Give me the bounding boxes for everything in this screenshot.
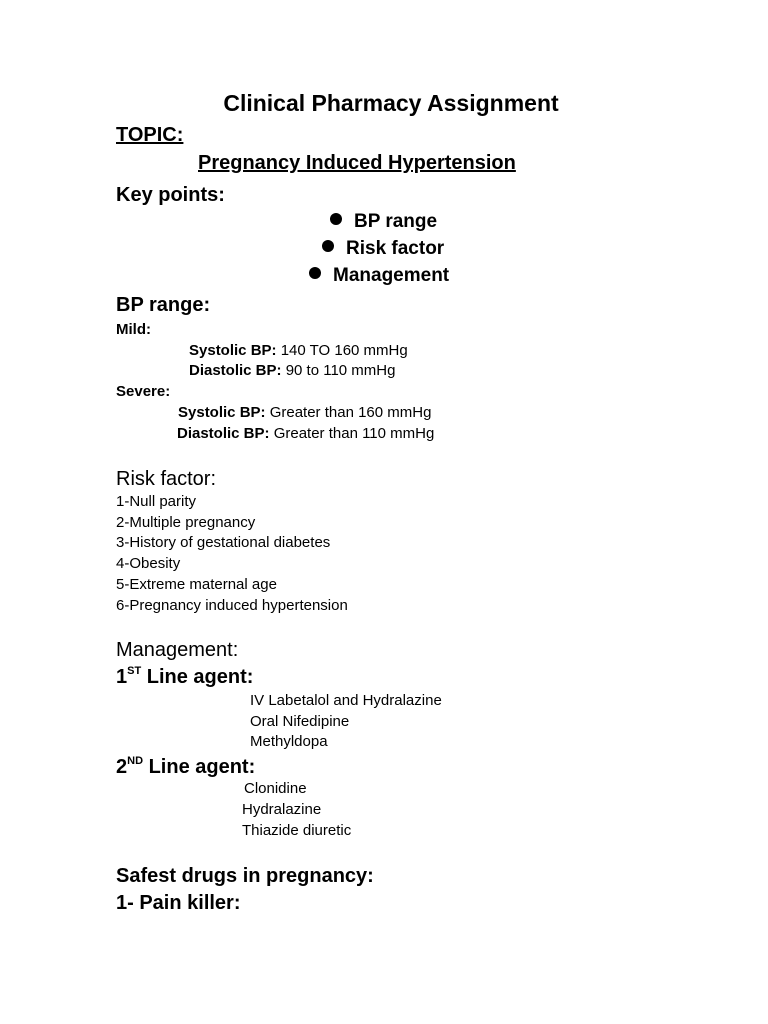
topic-title: Pregnancy Induced Hypertension	[198, 152, 516, 174]
risk-factor-heading: Risk factor:	[116, 468, 217, 490]
list-item: Thiazide diuretic	[242, 822, 352, 839]
safest-drugs-heading: Safest drugs in pregnancy:	[116, 865, 374, 887]
list-item: 4-Obesity	[116, 555, 181, 572]
list-item: Hydralazine	[242, 801, 322, 818]
list-item: Oral Nifedipine	[250, 713, 350, 730]
page-title: Clinical Pharmacy Assignment	[223, 90, 559, 116]
list-item: Methyldopa	[250, 733, 328, 750]
management-heading: Management:	[116, 639, 239, 661]
second-line-heading: 2ND Line agent:	[116, 755, 256, 778]
list-item: Clonidine	[244, 780, 307, 797]
key-point-item: BP range	[330, 212, 437, 231]
bp-range-heading: BP range:	[116, 294, 211, 316]
first-line-heading: 1ST Line agent:	[116, 665, 254, 688]
mild-label: Mild:	[116, 321, 151, 338]
mild-systolic: Systolic BP: 140 TO 160 mmHg	[189, 342, 408, 359]
severe-diastolic: Diastolic BP: Greater than 110 mmHg	[177, 425, 435, 442]
key-point-item: Risk factor	[322, 239, 444, 258]
mild-diastolic: Diastolic BP: 90 to 110 mmHg	[189, 362, 396, 379]
list-item: IV Labetalol and Hydralazine	[250, 692, 442, 709]
topic-label: TOPIC:	[116, 124, 184, 146]
list-item: 1-Null parity	[116, 493, 197, 510]
key-points-heading: Key points:	[116, 184, 225, 206]
list-item: 6-Pregnancy induced hypertension	[116, 597, 348, 614]
list-item: 2-Multiple pregnancy	[116, 514, 256, 531]
list-item: 5-Extreme maternal age	[116, 576, 277, 593]
severe-label: Severe:	[116, 383, 171, 400]
severe-systolic: Systolic BP: Greater than 160 mmHg	[178, 404, 432, 421]
list-item: 3-History of gestational diabetes	[116, 534, 331, 551]
bullet-icon	[330, 213, 342, 225]
pain-killer-heading: 1- Pain killer:	[116, 892, 241, 914]
key-point-item: Management	[309, 266, 449, 285]
bullet-icon	[322, 240, 334, 252]
bullet-icon	[309, 267, 321, 279]
